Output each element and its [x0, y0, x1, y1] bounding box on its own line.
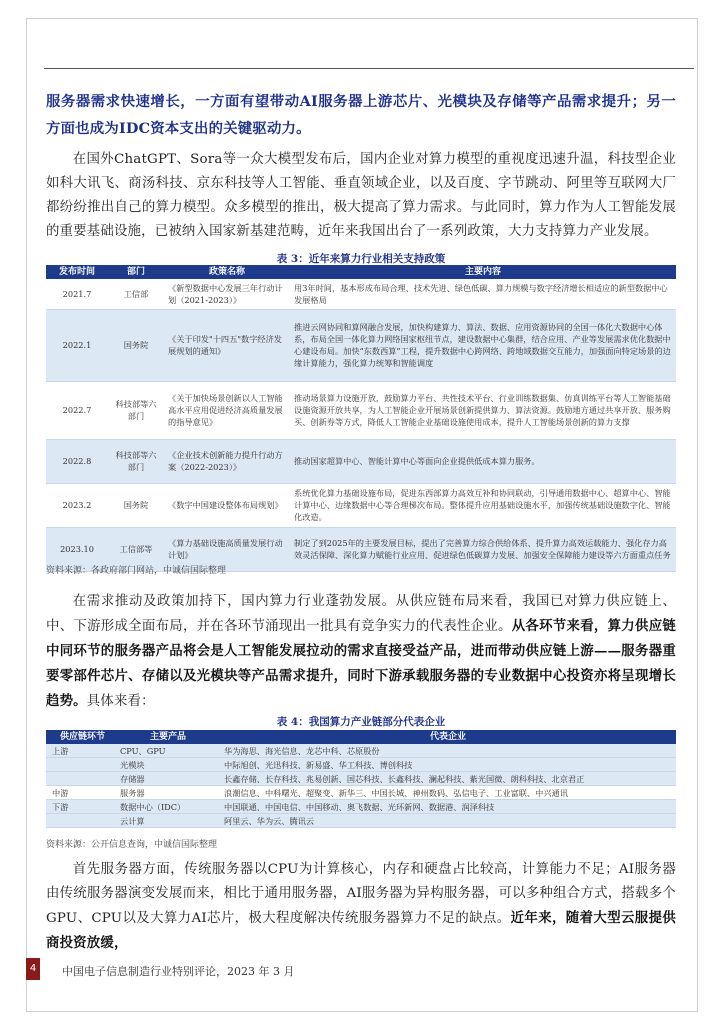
table-row	[46, 772, 676, 786]
header-product: 主要产品	[116, 730, 220, 744]
table-3-title: 表 3：近年来算力行业相关支持政策	[276, 253, 446, 265]
paragraph-3-bold: 近年来，随着大型云服提供商投资放缓，	[46, 910, 676, 951]
cell-segment	[46, 772, 116, 786]
table-header-row	[46, 265, 676, 279]
cell-dept: 国务院	[108, 483, 164, 527]
paragraph-2	[46, 590, 676, 714]
cell-firms: 浪潮信息、中科曙光、超聚变、新华三、中国长城、神州数码、弘信电子、工业富联、中兴通讯	[220, 786, 676, 800]
paragraph-2-tail: 具体来看：	[86, 694, 155, 709]
paragraph-1-text: 在国外ChatGPT、Sora等一众大模型发布后，国内企业对算力模型的重视度迅速升温，科技型企业如科大讯飞、商汤科技、京东科技等人工智能、垂直领域企业，以及百度、字节跳动、阿里等互联网大厂都纷纷推出自己的算力模型。众多模型的推出，极大提高了算力需求。与此同时，算力作为人工智能发展的重要基础设施，已被纳入国家新基建范畴，近年来我国出台了一系列政策，大力支持算力产业发展。	[46, 152, 676, 239]
table-row	[46, 483, 676, 527]
paragraph-3-text	[46, 858, 676, 956]
paragraph-2-normal: 在需求推动及政策加持下，国内算力行业蓬勃发展。从供应链布局来看，我国已对算力供应链上、中、下游形成全面布局，并在各环节涌现出一批具有竞争实力的代表性企业。	[46, 594, 676, 634]
table-4-title: 表 4：我国算力产业链部分代表企业	[276, 716, 446, 728]
cell-firms: 长鑫存储、长存科技、兆易创新、国芯科技、长鑫科技、澜起科技、紫光国微、朗科科技、北京君正	[220, 772, 676, 786]
cell-dept: 国务院	[108, 309, 164, 381]
page-number-badge: 4	[26, 958, 40, 980]
table-row	[46, 309, 676, 381]
cell-policy-name: 《关于加快场景创新以人工智能高水平应用促进经济高质量发展的指导意见》	[164, 381, 290, 439]
cell-firms: 华为海思、海光信息、龙芯中科、芯原股份	[220, 744, 676, 758]
cell-product: 数据中心（IDC）	[116, 800, 220, 814]
cell-date: 2022.1	[46, 309, 108, 381]
header-content: 主要内容	[290, 265, 676, 279]
table-4-source: 资料来源：公开信息查询，中诚信国际整理	[46, 840, 218, 850]
cell-segment: 下游	[46, 800, 116, 814]
cell-content: 推动场景算力设施开放，鼓励算力平台、共性技术平台、行业训练数据集、仿真训练平台等人工智能基础设施资源开放共享，为人工智能企业开展场景创新提供算力、算法资源。鼓励地方通过共享开放、服务购买、创新券等方式，降低人工智能企业基础设施使用成本，提升人工智能场景创新的算力支撑	[290, 381, 676, 439]
cell-dept: 工信部等	[108, 527, 164, 571]
cell-dept: 工信部	[108, 279, 164, 309]
cell-policy-name: 《算力基础设施高质量发展行动计划》	[164, 527, 290, 571]
cell-date: 2022.7	[46, 381, 108, 439]
cell-content: 用3年时间，基本形成布局合理、技术先进、绿色低碳、算力规模与数字经济增长相适应的新型数据中心发展格局	[290, 279, 676, 309]
table-row	[46, 786, 676, 800]
cell-product: CPU、GPU	[116, 744, 220, 758]
table-row	[46, 744, 676, 758]
cell-product: 服务器	[116, 786, 220, 800]
cell-dept: 科技部等六部门	[108, 439, 164, 483]
cell-dept: 科技部等六部门	[108, 381, 164, 439]
cell-content: 推动国家超算中心、智能计算中心等面向企业提供低成本算力服务。	[290, 439, 676, 483]
cell-segment	[46, 758, 116, 772]
cell-policy-name: 《企业技术创新能力提升行动方案（2022-2023）》	[164, 439, 290, 483]
table-row	[46, 279, 676, 309]
cell-product: 存储器	[116, 772, 220, 786]
cell-content: 推进云网协同和算网融合发展，加快构建算力、算法、数据、应用资源协同的全国一体化大数据中心体系，布局全国一体化算力网络国家枢纽节点，建设数据中心集群，结合应用、产业等发展需求优化数据中心建设布局。加快“东数西算”工程，提升数据中心跨网络、跨地域数据交互能力，加强面向特定场景的边缘计算能力，强化算力统筹和智能调度	[290, 309, 676, 381]
table-row	[46, 814, 676, 828]
table-row	[46, 800, 676, 814]
table-row	[46, 439, 676, 483]
cell-firms: 阿里云、华为云、腾讯云	[220, 814, 676, 828]
paragraph-2-text	[46, 590, 676, 714]
header-firms: 代表企业	[220, 730, 676, 744]
footer-text: 中国电子信息制造行业特别评论，2023 年 3 月	[62, 965, 295, 978]
intro-text: 服务器需求快速增长，一方面有望带动AI服务器上游芯片、光模块及存储等产品需求提升；另一方面也成为IDC资本支出的关键驱动力。	[46, 93, 676, 137]
header-policy-name: 政策名称	[164, 265, 290, 279]
cell-date: 2022.8	[46, 439, 108, 483]
cell-policy-name: 《关于印发"十四五"数字经济发展规划的通知》	[164, 309, 290, 381]
cell-product: 光模块	[116, 758, 220, 772]
cell-policy-name: 《数字中国建设整体布局规划》	[164, 483, 290, 527]
cell-content: 制定了到2025年的主要发展目标，提出了完善算力综合供给体系、提升算力高效运载能力、强化存力高效灵活保障、深化算力赋能行业应用、促进绿色低碳算力发展、加强安全保障能力建设等六方面重点任务	[290, 527, 676, 571]
paragraph-3-normal: 首先服务器方面，传统服务器以CPU为计算核心，内存和硬盘占比较高，计算能力不足；AI服务器由传统服务器演变发展而来，相比于通用服务器，AI服务器为异构服务器，可以多种组合方式，搭载多个GPU、CPU以及大算力AI芯片，极大程度解决传统服务器算力不足的缺点。	[46, 862, 676, 926]
table-3-source: 资料来源：各政府部门网站，中诚信国际整理	[46, 566, 227, 576]
cell-date: 2023.2	[46, 483, 108, 527]
paragraph-2-bold: 从各环节来看，算力供应链中同环节的服务器产品将会是人工智能发展拉动的需求直接受益产品，进而带动供应链上游——服务器重要零部件芯片、存储以及光模块等产品需求提升，同时下游承载服务器的专业数据中心投资亦将呈现增长趋势。	[46, 618, 676, 709]
cell-date: 2023.10	[46, 527, 108, 571]
header-dept: 部门	[108, 265, 164, 279]
paragraph-1	[46, 148, 676, 244]
cell-segment: 中游	[46, 786, 116, 800]
header-rule	[44, 68, 694, 69]
intro-paragraph	[46, 88, 676, 142]
header-segment: 供应链环节	[46, 730, 116, 744]
header-date: 发布时间	[46, 265, 108, 279]
cell-product: 云计算	[116, 814, 220, 828]
cell-firms: 中际旭创、光迅科技、新易盛、华工科技、博创科技	[220, 758, 676, 772]
industry-chain-table	[46, 730, 676, 828]
table-row	[46, 381, 676, 439]
table-row	[46, 758, 676, 772]
cell-policy-name: 《新型数据中心发展三年行动计划（2021-2023）》	[164, 279, 290, 309]
policy-table	[46, 265, 676, 572]
paragraph-3	[46, 858, 676, 956]
cell-content: 系统优化算力基础设施布局，促进东西部算力高效互补和协同联动，引导通用数据中心、超算中心、智能计算中心、边缘数据中心等合理梯次布局。整体提升应用基础设施水平，加强传统基础设施数字化、智能化改造。	[290, 483, 676, 527]
cell-firms: 中国联通、中国电信、中国移动、奥飞数据、光环新网、数据港、润泽科技	[220, 800, 676, 814]
cell-date: 2021.7	[46, 279, 108, 309]
cell-segment: 上游	[46, 744, 116, 758]
cell-segment	[46, 814, 116, 828]
table-header-row	[46, 730, 676, 744]
